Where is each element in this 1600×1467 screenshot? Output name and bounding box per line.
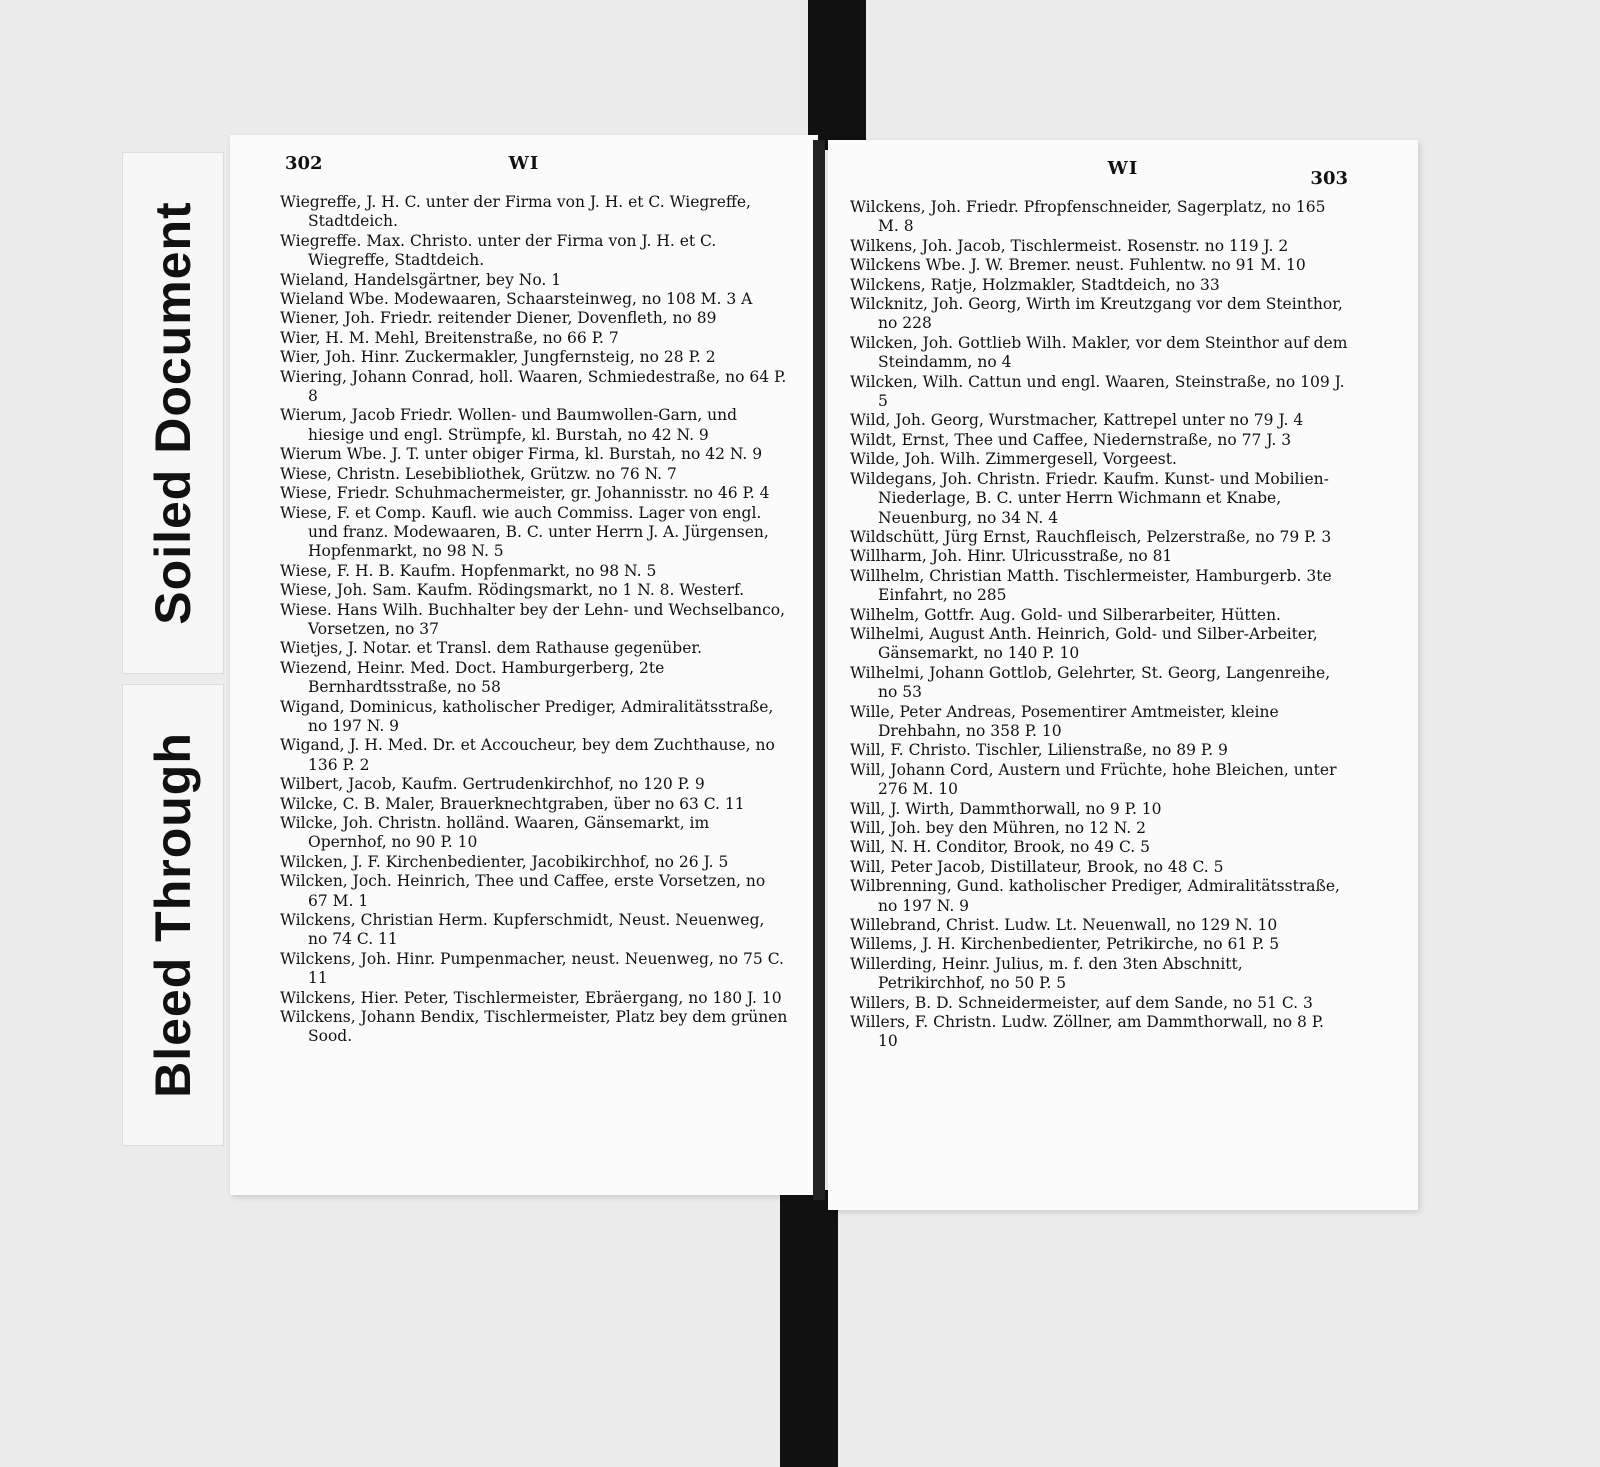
directory-entry: Wilcken, J. F. Kirchenbedienter, Jacobikirchhof, no 26 J. 5 [280,852,729,871]
directory-entry: Wilhelmi, August Anth. Heinrich, Gold- und Silber-Arbeiter, Gänsemarkt, no 140 P. 10 [850,624,1318,663]
left-page-number: 302 [285,153,323,174]
right-running-head: WI [1107,158,1139,179]
right-entry-list [850,198,1348,1190]
directory-entry: Willems, J. H. Kirchenbedienter, Petrikirche, no 61 P. 5 [850,935,1280,954]
directory-entry: Wilckens, Hier. Peter, Tischlermeister, Ebräergang, no 180 J. 10 [280,988,782,1007]
directory-entry: Will, J. Wirth, Dammthorwall, no 9 P. 10 [850,799,1162,818]
directory-entry: Wildt, Ernst, Thee und Caffee, Niedernstraße, no 77 J. 3 [850,430,1292,449]
directory-entry: Willers, B. D. Schneidermeister, auf dem Sande, no 51 C. 3 [850,993,1313,1012]
directory-entry: Wilckens, Joh. Friedr. Pfropfenschneider, Sagerplatz, no 165 M. 8 [850,198,1326,236]
directory-entry: Wigand, Dominicus, katholischer Prediger, Admiralitätsstraße, no 197 N. 9 [280,697,774,735]
directory-entry: Wieland, Handelsgärtner, bey No. 1 [280,270,562,289]
directory-entry: Willebrand, Christ. Ludw. Lt. Neuenwall, no 129 N. 10 [850,916,1278,935]
directory-entry: Wille, Peter Andreas, Posementirer Amtmeister, kleine Drehbahn, no 358 P. 10 [850,702,1279,740]
directory-entry: Wier, H. M. Mehl, Breitenstraße, no 66 P. 7 [280,328,619,347]
soiled-document-text: Soiled Document [145,201,201,625]
directory-entry: Wigand, J. H. Med. Dr. et Accoucheur, bey dem Zuchthause, no 136 P. 2 [280,736,775,774]
right-page [828,140,1418,1210]
directory-entry: Wild, Joh. Georg, Wurstmacher, Kattrepel unter no 79 J. 4 [850,411,1304,430]
directory-entry: Wiese, F. et Comp. Kaufl. wie auch Commiss. Lager von engl. und franz. Modewaaren, B. C. unter Herrn J. A. Jürgensen, Hopfenmarkt, no 98 N. 5 [280,503,769,561]
directory-entry: Wiese, Christn. Lesebibliothek, Grützw. no 76 N. 7 [280,464,677,483]
directory-entry: Wiegreffe. Max. Christo. unter der Firma von J. H. et C. Wiegreffe, Stadtdeich. [280,231,717,270]
directory-entry: Wiese, Joh. Sam. Kaufm. Rödingsmarkt, no 1 N. 8. Westerf. [280,581,745,600]
directory-entry: Willharm, Joh. Hinr. Ulricusstraße, no 81 [850,547,1173,566]
left-page-header [230,153,818,183]
directory-entry: Wierum, Jacob Friedr. Wollen- und Baumwollen-Garn, und hiesige und engl. Strümpfe, kl. Burstah, no 42 N. 9 [280,406,738,444]
directory-entry: Will, N. H. Conditor, Brook, no 49 C. 5 [850,838,1150,857]
directory-entry: Wilcknitz, Joh. Georg, Wirth im Kreutzgang vor dem Steinthor, no 228 [850,295,1343,333]
binding-strip-bottom [780,1190,838,1467]
directory-entry: Wiese, Friedr. Schuhmachermeister, gr. Johannisstr. no 46 P. 4 [280,484,770,503]
directory-entry: Wierum Wbe. J. T. unter obiger Firma, kl. Burstah, no 42 N. 9 [280,445,763,464]
directory-entry: Wilckens, Christian Herm. Kupferschmidt, Neust. Neuenweg, no 74 C. 11 [280,911,765,949]
directory-entry: Wilkens, Joh. Jacob, Tischlermeist. Rosenstr. no 119 J. 2 [850,236,1289,255]
directory-entry: Wilckens, Joh. Hinr. Pumpenmacher, neust. Neuenweg, no 75 C. 11 [280,949,784,988]
directory-entry: Wilde, Joh. Wilh. Zimmergesell, Vorgeest. [850,450,1177,469]
directory-entry: Willers, F. Christn. Ludw. Zöllner, am Dammthorwall, no 8 P. 10 [850,1013,1324,1051]
directory-entry: Wilcke, C. B. Maler, Brauerknechtgraben, über no 63 C. 11 [280,794,745,813]
directory-entry: Wiese, F. H. B. Kaufm. Hopfenmarkt, no 98 N. 5 [280,561,657,580]
directory-entry: Wilcken, Joh. Gottlieb Wilh. Makler, vor dem Steinthor auf dem Steindamm, no 4 [850,333,1348,372]
binding-strip-top [808,0,866,150]
directory-entry: Wilckens, Johann Bendix, Tischlermeister, Platz bey dem grünen Sood. [280,1008,788,1046]
directory-entry: Wier, Joh. Hinr. Zuckermakler, Jungfernsteig, no 28 P. 2 [280,348,716,367]
directory-entry: Willerding, Heinr. Julius, m. f. den 3ten Abschnitt, Petrikirchhof, no 50 P. 5 [850,954,1243,993]
directory-entry: Wiese. Hans Wilh. Buchhalter bey der Lehn- und Wechselbanco, Vorsetzen, no 37 [280,600,786,638]
directory-entry: Willhelm, Christian Matth. Tischlermeister, Hamburgerb. 3te Einfahrt, no 285 [850,566,1332,605]
directory-entry: Wildegans, Joh. Christn. Friedr. Kaufm. Kunst- und Mobilien-Niederlage, B. C. unter Herrn Wichmann et Knabe, Neuenburg, no 34 N. 4 [850,469,1329,527]
bleed-through-text: Bleed Through [145,732,201,1098]
directory-entry: Wildschütt, Jürg Ernst, Rauchfleisch, Pelzerstraße, no 79 P. 3 [850,527,1332,546]
directory-entry: Wilbert, Jacob, Kaufm. Gertrudenkirchhof, no 120 P. 9 [280,775,705,794]
directory-entry: Wiezend, Heinr. Med. Doct. Hamburgerberg, 2te Bernhardtsstraße, no 58 [280,658,665,697]
right-page-header [828,158,1418,188]
soiled-document-label [122,152,224,674]
directory-entry: Will, F. Christo. Tischler, Lilienstraße, no 89 P. 9 [850,741,1228,760]
bleed-through-label [122,684,224,1146]
directory-entry: Wilcken, Joch. Heinrich, Thee und Caffee, erste Vorsetzen, no 67 M. 1 [280,872,766,910]
directory-entry: Wieland Wbe. Modewaaren, Schaarsteinweg, no 108 M. 3 A [280,290,753,309]
directory-entry: Wilckens, Ratje, Holzmakler, Stadtdeich, no 33 [850,275,1220,294]
directory-entry: Wilbrenning, Gund. katholischer Prediger, Admiralitätsstraße, no 197 N. 9 [850,877,1340,915]
page-gutter [813,140,825,1200]
directory-entry: Wiegreffe, J. H. C. unter der Firma von J. H. et C. Wiegreffe, Stadtdeich. [280,193,751,231]
directory-entry: Wilhelm, Gottfr. Aug. Gold- und Silberarbeiter, Hütten. [850,605,1281,624]
directory-entry: Wiener, Joh. Friedr. reitender Diener, Dovenfleth, no 89 [280,309,717,328]
directory-entry: Wiering, Johann Conrad, holl. Waaren, Schmiedestraße, no 64 P. 8 [280,367,787,406]
directory-entry: Wilcken, Wilh. Cattun und engl. Waaren, Steinstraße, no 109 J. 5 [850,372,1345,411]
directory-entry: Wilckens Wbe. J. W. Bremer. neust. Fuhlentw. no 91 M. 10 [850,256,1306,275]
directory-entry: Will, Johann Cord, Austern und Früchte, hohe Bleichen, unter 276 M. 10 [850,760,1337,799]
directory-entry: Will, Joh. bey den Mühren, no 12 N. 2 [850,819,1146,837]
directory-entry: Wilhelmi, Johann Gottlob, Gelehrter, St. Georg, Langenreihe, no 53 [850,663,1331,702]
left-running-head: WI [508,153,540,174]
left-page [230,135,818,1195]
directory-entry: Wilcke, Joh. Christn. holländ. Waaren, Gänsemarkt, im Opernhof, no 90 P. 10 [280,814,710,852]
left-entry-list [280,193,788,1175]
right-page-number: 303 [1310,168,1348,189]
directory-entry: Will, Peter Jacob, Distillateur, Brook, no 48 C. 5 [850,857,1224,876]
directory-entry: Wietjes, J. Notar. et Transl. dem Rathause gegenüber. [280,639,703,658]
